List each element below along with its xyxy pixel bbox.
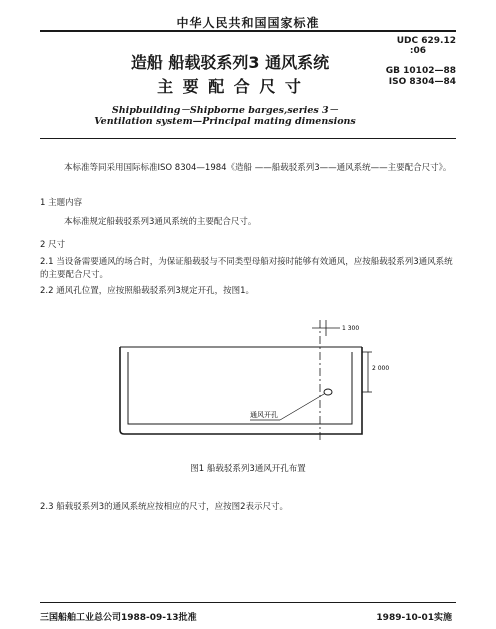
approval-note: 三国船舶工业总公司1988-09-13批准 [40,613,197,623]
header-divider [40,30,456,32]
figure-caption: 图1 船载驳系列3通风开孔布置 [190,464,306,474]
vent-label: 通风开孔 [250,411,278,419]
leader-line [280,394,324,420]
dim-top-label: 1 300 [342,325,360,332]
clause-2-1: 2.1 当设备需要通风的场合时，为保证船载驳与不同类型母船对接时能够有效通风，应按船载驳系列3通风系统的主要配合尺寸。 [40,257,453,280]
udc-suffix: :06 [409,46,426,56]
gb-number: GB 10102—88 [385,66,456,76]
barge-inner-line [128,352,352,424]
english-title-line2: Ventilation system—Principal mating dimensions [94,116,356,127]
vent-opening [324,389,332,395]
barge-outline [120,347,362,434]
udc-code: UDC 629.12 [396,36,456,46]
iso-number: ISO 8304—84 [388,77,456,87]
section-1-heading: 1 主题内容 [40,198,83,208]
standard-title: 造船 船载驳系列3 通风系统 [130,53,330,72]
clause-2-3: 2.3 船载驳系列3的通风系统应按相应的尺寸，应按图2表示尺寸。 [40,502,289,512]
title-divider [40,138,456,139]
section-1-text: 本标准规定船载驳系列3通风系统的主要配合尺寸。 [64,217,257,227]
implementation-date: 1989-10-01实施 [376,613,452,623]
intro-paragraph: 本标准等同采用国际标准ISO 8304—1984《造船 ——船载驳系列3——通风系统——主要配合尺寸》。 [64,163,452,173]
clause-2-2: 2.2 通风孔位置，应按照船载驳系列3规定开孔，按图1。 [40,286,255,296]
dim-side-label: 2 000 [372,365,390,372]
standard-subtitle: 主 要 配 合 尺 寸 [157,77,303,96]
header-title: 中华人民共和国国家标准 [176,16,320,30]
figure-1-drawing [100,312,390,442]
footer-divider [40,602,456,603]
section-2-heading: 2 尺寸 [40,240,66,250]
english-title-line1: Shipbuilding－Shipborne barges,series 3－ [111,105,339,116]
